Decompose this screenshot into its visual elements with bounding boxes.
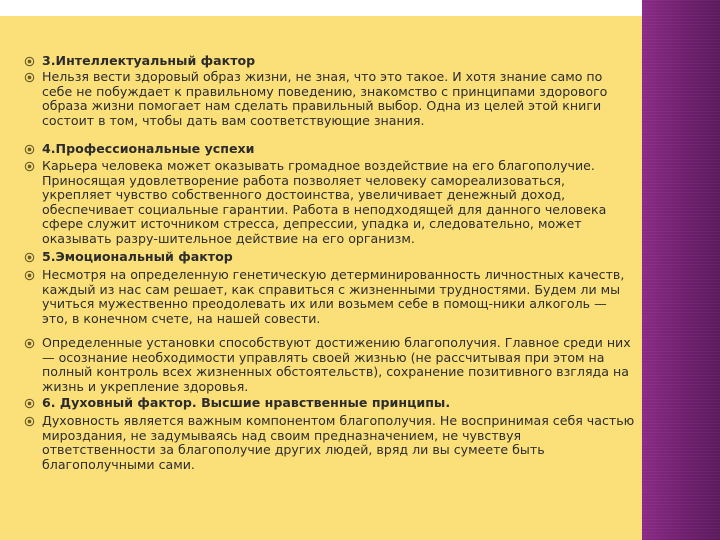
ornamental-bullet-icon (24, 144, 35, 155)
ornamental-bullet-icon (24, 161, 35, 172)
ornamental-bullet-icon (24, 398, 35, 409)
bullet-text: Определенные установки способствуют достижению благополучия. Главное среди них — осознание необходимости управлять своей жизнью (не рассчитывая при этом на полный контроль всех жизненных обстоятельств), сохранение позитивного взгляда на жизнь и укрепление здоровья. (42, 335, 631, 394)
list-item (24, 250, 636, 265)
bullet-text: 5.Эмоциональный фактор (42, 249, 233, 264)
ornamental-bullet-icon (24, 270, 35, 281)
list-item (24, 268, 636, 326)
ornamental-bullet-icon (24, 72, 35, 83)
bullet-text: 3.Интеллектуальный фактор (42, 53, 256, 68)
ornamental-bullet-icon (24, 338, 35, 349)
ornamental-bullet-icon (24, 56, 35, 67)
ornamental-bullet-icon (24, 252, 35, 263)
list-item (24, 396, 636, 411)
decorative-side-band (642, 0, 720, 540)
bullet-text: Нельзя вести здоровый образ жизни, не зная, что это такое. И хотя знание само по себе не побуждает к правильному поведению, знакомство с принципами здорового образа жизни помогает нам сделать правильный выбор. Одна из целей этой книги состоит в том, чтобы дать вам соответствующие знания. (42, 69, 608, 128)
list-item (24, 336, 636, 394)
bullet-text: Духовность является важным компонентом благополучия. Не воспринимая себя частью мироздания, не задумываясь над своим предназначением, не чувствуя ответственности за благополучие других людей, вряд ли вы сумеете быть благополучными сами. (42, 413, 635, 472)
ornamental-bullet-icon (24, 416, 35, 427)
list-item (24, 70, 636, 128)
list-item (24, 159, 636, 247)
bullet-text: 4.Профессиональные успехи (42, 141, 255, 156)
list-item (24, 414, 636, 472)
list-item (24, 54, 636, 69)
list-item (24, 142, 636, 157)
bullet-text: 6. Духовный фактор. Высшие нравственные принципы. (42, 395, 451, 410)
slide-content-panel (0, 16, 642, 540)
bullet-text: Несмотря на определенную генетическую детерминированность личностных качеств, каждый из нас сам решает, как справиться с жизненными трудностями. Будем ли мы учиться мужественно преодолевать их или возьмем себе в помощ-ники алкоголь — это, в конечном счете, на нашей совести. (42, 267, 625, 326)
bullet-text: Карьера человека может оказывать громадное воздействие на его благополучие. Приносящая удовлетворение работа позволяет человеку самореализоваться, укрепляет чувство собственного достоинства, увеличивает денежный доход, обеспечивает социальные гарантии. Работа в неподходящей для данного человека сфере служит источником стресса, депрессии, упадка и, следовательно, может оказывать разру-шительное действие на его организм. (42, 158, 607, 246)
